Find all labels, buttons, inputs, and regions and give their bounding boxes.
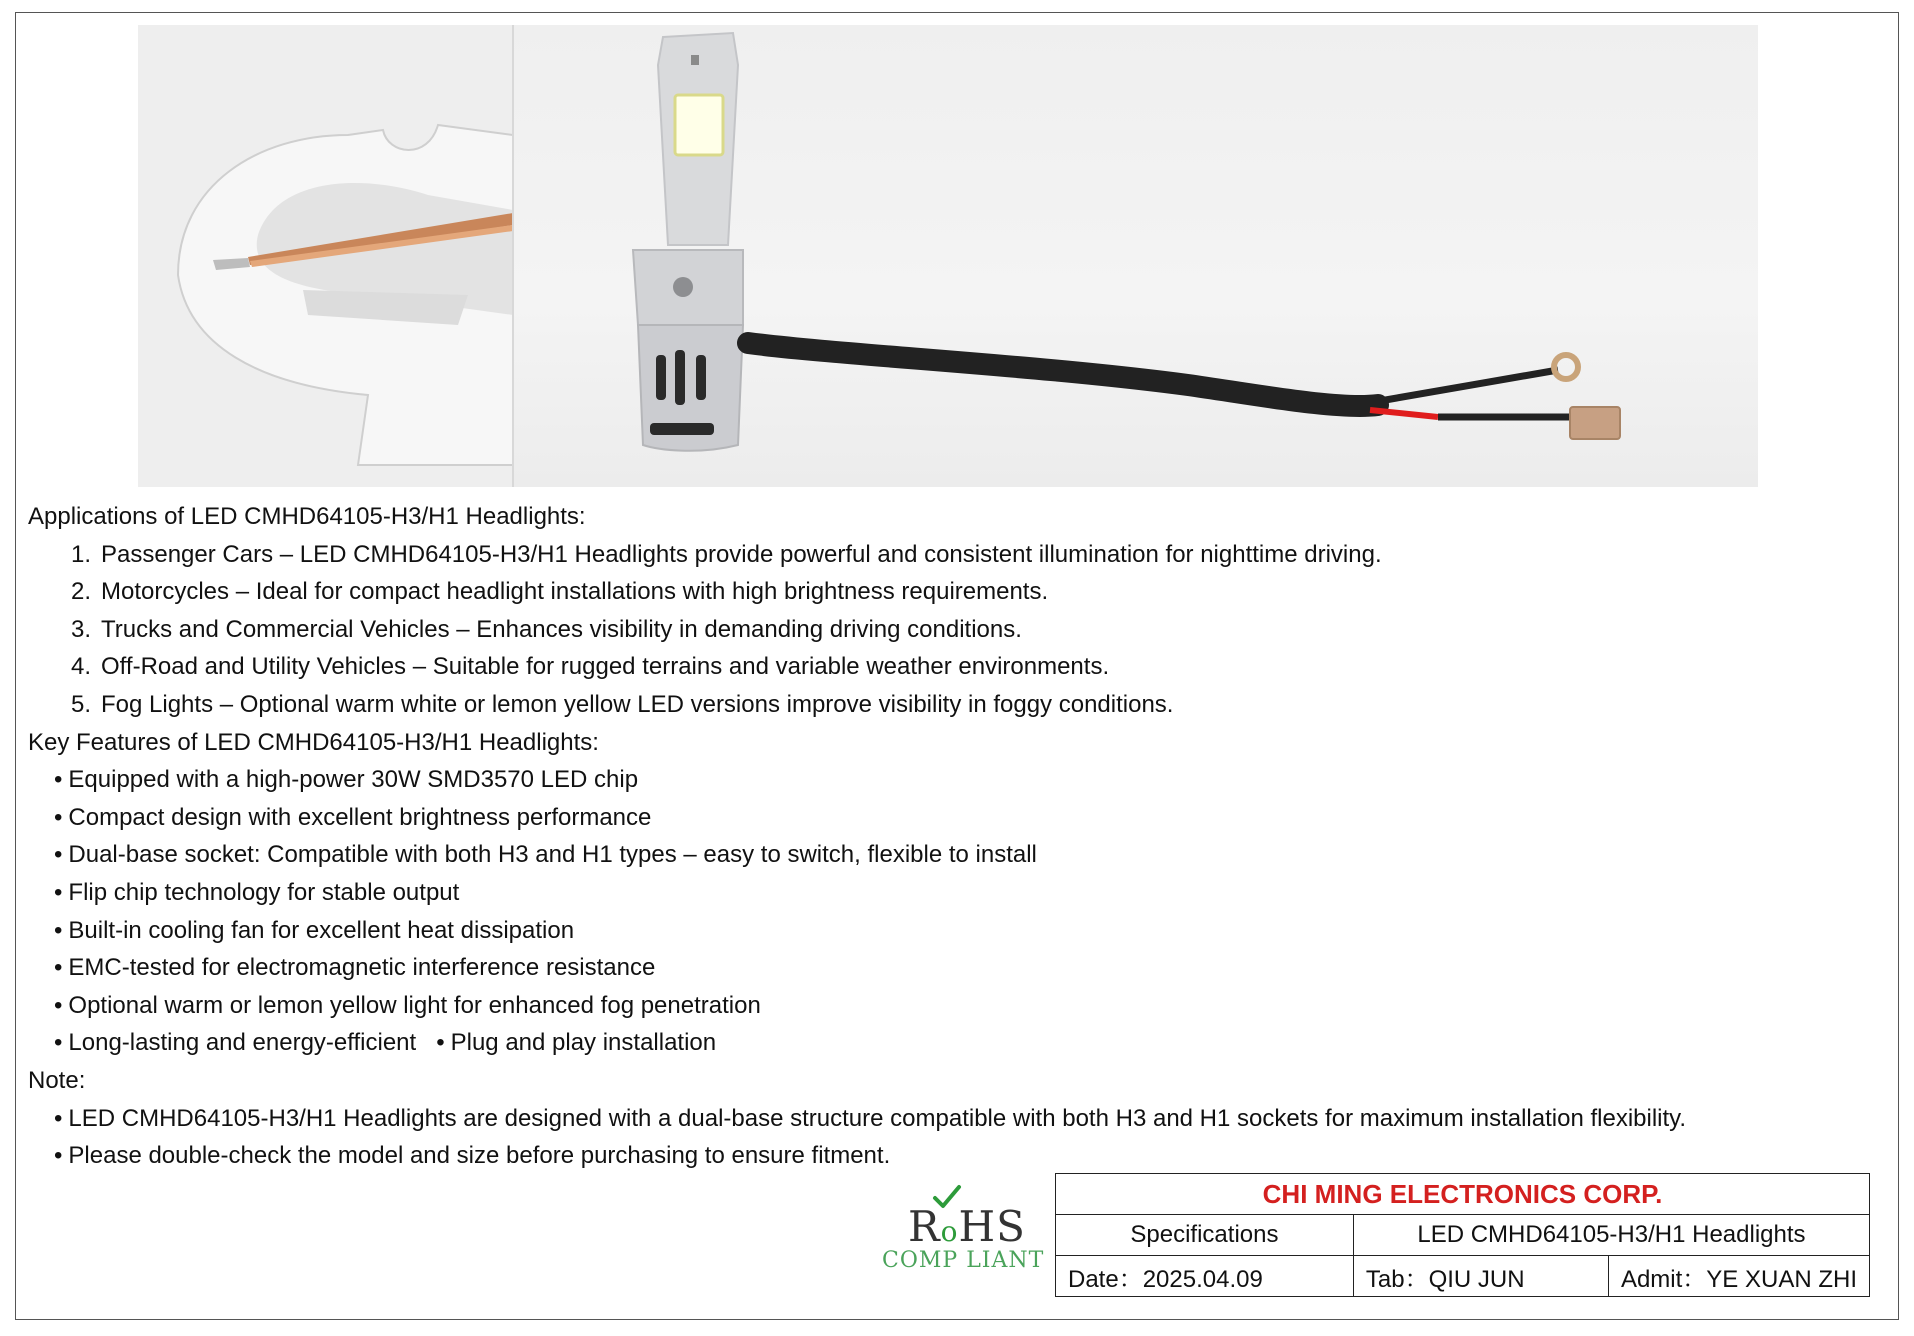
rohs-hs: HS bbox=[958, 1202, 1026, 1251]
bullet: • bbox=[54, 1104, 63, 1132]
bullet: • bbox=[436, 1029, 445, 1057]
item-number: 2. bbox=[70, 578, 91, 606]
list-item bbox=[28, 987, 1686, 1025]
item-text: Off-Road and Utility Vehicles – Suitable for rugged terrains and variable weather environments. bbox=[101, 653, 1110, 681]
item-text: Long-lasting and energy-efficient bbox=[68, 1029, 417, 1057]
item-text: Compact design with excellent brightness performance bbox=[68, 803, 652, 831]
spec-label: Specifications bbox=[1056, 1215, 1354, 1256]
list-item bbox=[28, 1137, 1686, 1175]
list-item bbox=[28, 648, 1686, 686]
bullet: • bbox=[54, 916, 63, 944]
item-text: Dual-base socket: Compatible with both H3 and H1 types – easy to switch, flexible to install bbox=[68, 841, 1037, 869]
applications-list bbox=[28, 536, 1686, 724]
product-photo bbox=[138, 25, 1758, 487]
item-text: EMC-tested for electromagnetic interference resistance bbox=[68, 954, 656, 982]
date-cell: Date：2025.04.09 bbox=[1056, 1256, 1354, 1297]
rohs-logo bbox=[880, 1180, 1045, 1280]
list-item bbox=[28, 949, 1686, 987]
rohs-r: R bbox=[908, 1202, 941, 1251]
item-number: 3. bbox=[70, 615, 91, 643]
table-row bbox=[1056, 1215, 1870, 1256]
list-item bbox=[28, 912, 1686, 950]
note-list bbox=[28, 1100, 1686, 1175]
item-text: Trucks and Commercial Vehicles – Enhances visibility in demanding driving conditions. bbox=[101, 615, 1022, 643]
features-heading: Key Features of LED CMHD64105-H3/H1 Headlights: bbox=[28, 728, 599, 756]
list-item bbox=[28, 1100, 1686, 1138]
list-item bbox=[28, 836, 1686, 874]
list-item bbox=[28, 611, 1686, 649]
bullet: • bbox=[54, 991, 63, 1019]
list-item bbox=[28, 536, 1686, 574]
list-item bbox=[28, 874, 1686, 912]
tab-cell: Tab：QIU JUN bbox=[1353, 1256, 1608, 1297]
table-row bbox=[1056, 1256, 1870, 1297]
spec-value: LED CMHD64105-H3/H1 Headlights bbox=[1353, 1215, 1869, 1256]
table-row bbox=[1056, 1174, 1870, 1215]
list-item bbox=[28, 573, 1686, 611]
company-name: CHI MING ELECTRONICS CORP. bbox=[1056, 1174, 1870, 1215]
item-text: Flip chip technology for stable output bbox=[68, 878, 460, 906]
item-number: 1. bbox=[70, 540, 91, 568]
admit-cell: Admit：YE XUAN ZHI bbox=[1608, 1256, 1869, 1297]
note-heading: Note: bbox=[28, 1066, 86, 1094]
item-text: Equipped with a high-power 30W SMD3570 LED chip bbox=[68, 766, 639, 794]
led-bulb-with-wire-image bbox=[633, 33, 1620, 451]
item-text: Built-in cooling fan for excellent heat dissipation bbox=[68, 916, 575, 944]
bullet: • bbox=[54, 954, 63, 982]
list-item bbox=[28, 1024, 1686, 1062]
product-photo-drawing bbox=[138, 25, 1758, 487]
features-list bbox=[28, 761, 1686, 1062]
item-text: Fog Lights – Optional warm white or lemon yellow LED versions improve visibility in foggy conditions. bbox=[101, 690, 1174, 718]
spec-table bbox=[1055, 1173, 1870, 1297]
applications-heading: Applications of LED CMHD64105-H3/H1 Headlights: bbox=[28, 503, 586, 530]
item-text: Optional warm or lemon yellow light for enhanced fog penetration bbox=[68, 991, 761, 1019]
item-text: Passenger Cars – LED CMHD64105-H3/H1 Headlights provide powerful and consistent illumination for nighttime driving. bbox=[101, 540, 1382, 568]
item-number: 5. bbox=[70, 690, 91, 718]
rohs-mark bbox=[908, 1202, 1026, 1251]
applications-section bbox=[28, 498, 1686, 1175]
bullet: • bbox=[54, 878, 63, 906]
rohs-compliant-label: COMP LIANT bbox=[882, 1248, 1045, 1273]
item-number: 4. bbox=[70, 653, 91, 681]
bullet: • bbox=[54, 803, 63, 831]
list-item bbox=[28, 761, 1686, 799]
bullet: • bbox=[54, 841, 63, 869]
item-text: Plug and play installation bbox=[450, 1029, 717, 1057]
item-text: Motorcycles – Ideal for compact headlight installations with high brightness requirements. bbox=[101, 578, 1049, 606]
list-item bbox=[28, 799, 1686, 837]
item-text: Please double-check the model and size before purchasing to ensure fitment. bbox=[68, 1142, 891, 1170]
rohs-o: o bbox=[940, 1215, 959, 1248]
item-text: LED CMHD64105-H3/H1 Headlights are designed with a dual-base structure compatible with both H3 and H1 sockets for maximum installation flexibility. bbox=[68, 1104, 1687, 1132]
bullet: • bbox=[54, 1029, 63, 1057]
bullet: • bbox=[54, 1142, 63, 1170]
list-item bbox=[28, 686, 1686, 724]
bullet: • bbox=[54, 766, 63, 794]
